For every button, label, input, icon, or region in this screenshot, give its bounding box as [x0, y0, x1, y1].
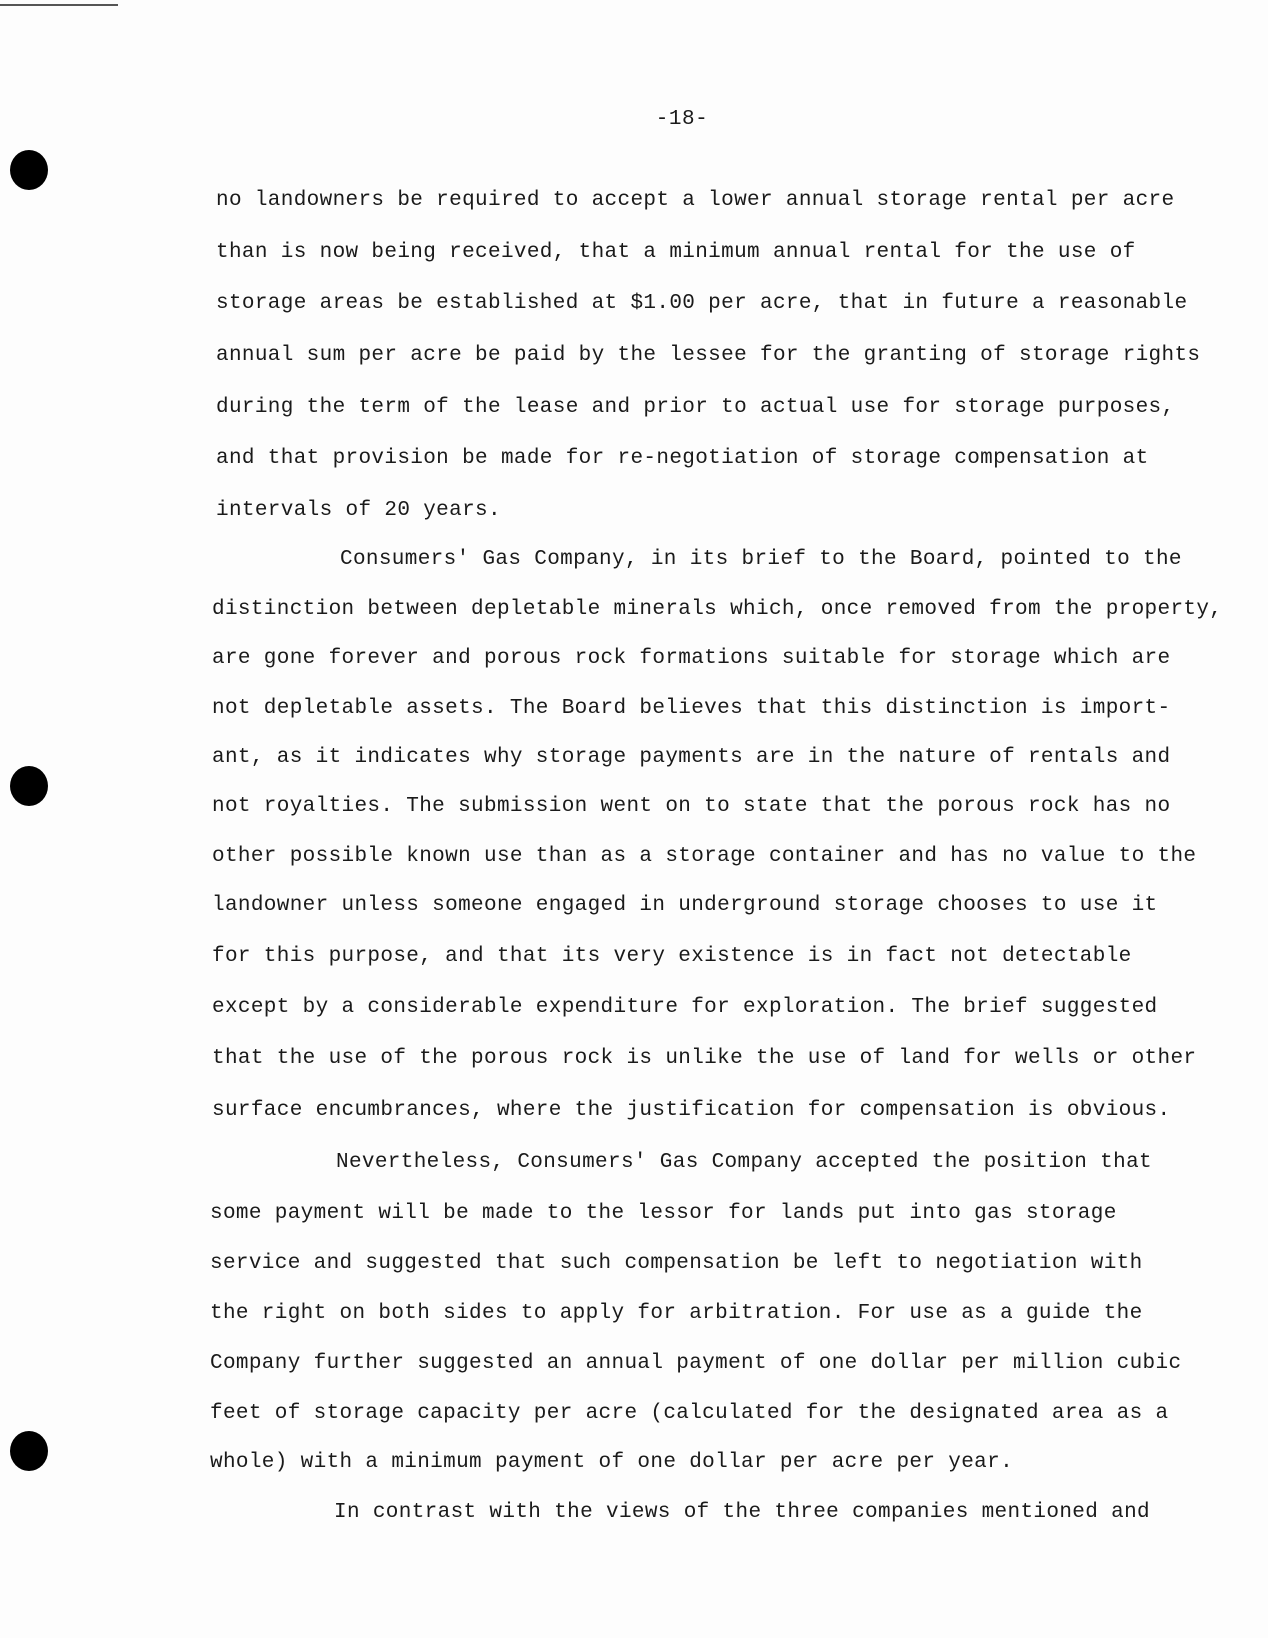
text-line: that the use of the porous rock is unlike the use of land for wells or other: [212, 1047, 1197, 1070]
top-edge-rule: [0, 4, 118, 6]
punch-hole-middle: [10, 766, 48, 806]
text-line: Company further suggested an annual payment of one dollar per million cubic: [210, 1352, 1182, 1375]
punch-hole-top: [10, 150, 48, 190]
text-line: distinction between depletable minerals which, once removed from the property,: [212, 598, 1223, 621]
text-line: except by a considerable expenditure for exploration. The brief suggested: [212, 996, 1158, 1019]
text-line: whole) with a minimum payment of one dollar per acre per year.: [210, 1451, 1014, 1474]
text-line: other possible known use than as a storage container and has no value to the: [212, 845, 1197, 868]
text-line: Consumers' Gas Company, in its brief to the Board, pointed to the: [340, 548, 1182, 571]
text-line: and that provision be made for re-negotiation of storage compensation at: [216, 447, 1149, 470]
text-line: for this purpose, and that its very existence is in fact not detectable: [212, 945, 1132, 968]
text-line: no landowners be required to accept a lower annual storage rental per acre: [216, 189, 1175, 212]
text-line: service and suggested that such compensation be left to negotiation with: [210, 1252, 1143, 1275]
text-line: not royalties. The submission went on to state that the porous rock has no: [212, 795, 1171, 818]
text-line: than is now being received, that a minimum annual rental for the use of: [216, 241, 1136, 264]
text-line: surface encumbrances, where the justification for compensation is obvious.: [212, 1099, 1171, 1122]
page-number: -18-: [655, 108, 709, 131]
text-line: some payment will be made to the lessor for lands put into gas storage: [210, 1202, 1117, 1225]
text-line: during the term of the lease and prior to actual use for storage purposes,: [216, 396, 1175, 419]
text-line: Nevertheless, Consumers' Gas Company accepted the position that: [336, 1151, 1152, 1174]
text-line: not depletable assets. The Board believes that this distinction is import-: [212, 697, 1171, 720]
text-line: intervals of 20 years.: [216, 499, 501, 522]
text-line: ant, as it indicates why storage payments are in the nature of rentals and: [212, 746, 1171, 769]
text-line: storage areas be established at $1.00 per acre, that in future a reasonable: [216, 292, 1188, 315]
text-line: landowner unless someone engaged in underground storage chooses to use it: [212, 894, 1158, 917]
punch-hole-bottom: [10, 1431, 48, 1471]
text-line: the right on both sides to apply for arbitration. For use as a guide the: [210, 1302, 1143, 1325]
text-line: annual sum per acre be paid by the lessee for the granting of storage rights: [216, 344, 1201, 367]
text-line: are gone forever and porous rock formations suitable for storage which are: [212, 647, 1171, 670]
text-line: In contrast with the views of the three companies mentioned and: [334, 1501, 1150, 1524]
text-line: feet of storage capacity per acre (calculated for the designated area as a: [210, 1402, 1169, 1425]
